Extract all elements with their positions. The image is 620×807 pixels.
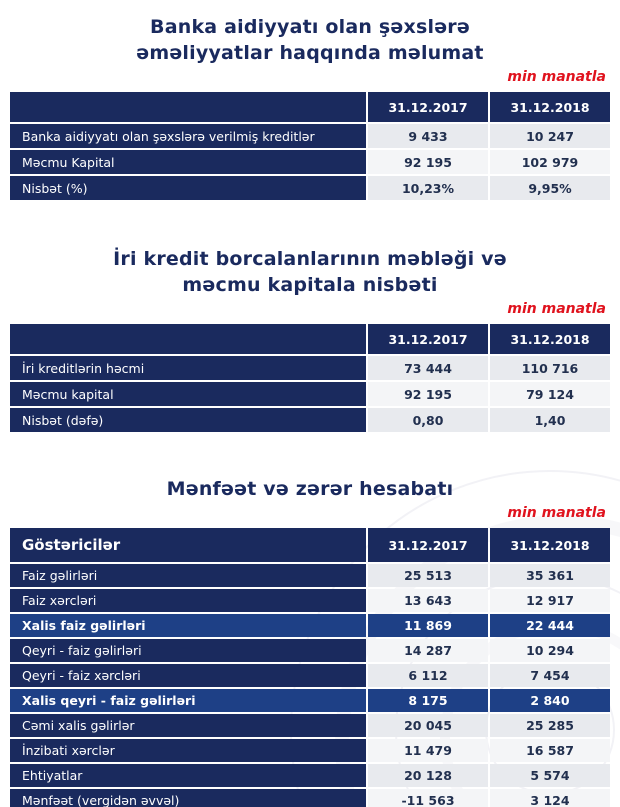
section-profit-loss [0,476,620,807]
table-header-row [10,92,610,122]
row-label: Məcmu kapital [10,382,366,406]
table-row [10,714,610,737]
value-2017: 73 444 [368,356,488,380]
row-label: Banka aidiyyatı olan şəxslərə verilmiş kreditlər [10,124,366,148]
table-row [10,124,610,148]
value-2017: 20 045 [368,714,488,737]
row-label: Mənfəət (vergidən əvvəl) [10,789,366,807]
table-row [10,176,610,200]
column-header-2018: 31.12.2018 [490,324,610,354]
column-header-2017: 31.12.2017 [368,528,488,562]
value-2018: 25 285 [490,714,610,737]
value-2018: 7 454 [490,664,610,687]
header-empty-cell [10,324,366,354]
column-header-2018: 31.12.2018 [490,92,610,122]
value-2017: 14 287 [368,639,488,662]
row-label: Nisbət (%) [10,176,366,200]
value-2017: 9 433 [368,124,488,148]
section-large-credits [0,246,620,434]
unit-label: min manatla [507,69,606,85]
value-2018: 1,40 [490,408,610,432]
row-label: Qeyri - faiz xərcləri [10,664,366,687]
value-2017: 8 175 [368,689,488,712]
value-2017: 13 643 [368,589,488,612]
table-header-row [10,528,610,562]
value-2018: 102 979 [490,150,610,174]
value-2018: 110 716 [490,356,610,380]
value-2018: 3 124 [490,789,610,807]
column-header-2017: 31.12.2017 [368,324,488,354]
value-2017: -11 563 [368,789,488,807]
value-2018: 10 247 [490,124,610,148]
value-2017: 92 195 [368,150,488,174]
value-2018: 2 840 [490,689,610,712]
table-header-row [10,324,610,354]
value-2018: 22 444 [490,614,610,637]
column-header-2018: 31.12.2018 [490,528,610,562]
row-label: Xalis qeyri - faiz gəlirləri [10,689,366,712]
value-2018: 9,95% [490,176,610,200]
unit-label: min manatla [507,301,606,317]
indicators-header: Göstəricilər [10,528,366,562]
value-2017: 20 128 [368,764,488,787]
section-title: Banka aidiyyatı olan şəxslərə əməliyyatlar haqqında məlumat [136,16,484,64]
row-label: İri kreditlərin həcmi [10,356,366,380]
table-row [10,408,610,432]
row-label: Məcmu Kapital [10,150,366,174]
table-row [10,564,610,587]
related-party-table [8,90,612,202]
table-row [10,739,610,762]
value-2018: 5 574 [490,764,610,787]
table-row-highlighted [10,689,610,712]
row-label: Cəmi xalis gəlirlər [10,714,366,737]
row-label: Faiz gəlirləri [10,564,366,587]
value-2017: 0,80 [368,408,488,432]
unit-label: min manatla [507,505,606,521]
header-empty-cell [10,92,366,122]
column-header-2017: 31.12.2017 [368,92,488,122]
table-row [10,356,610,380]
table-row [10,664,610,687]
value-2017: 25 513 [368,564,488,587]
value-2017: 11 479 [368,739,488,762]
value-2017: 6 112 [368,664,488,687]
table-row [10,639,610,662]
value-2018: 10 294 [490,639,610,662]
table-row [10,764,610,787]
value-2018: 35 361 [490,564,610,587]
value-2018: 79 124 [490,382,610,406]
value-2018: 16 587 [490,739,610,762]
section-title: İri kredit borcalanlarının məbləği və məcmu kapitala nisbəti [113,248,507,296]
value-2017: 10,23% [368,176,488,200]
table-row-highlighted [10,614,610,637]
value-2017: 92 195 [368,382,488,406]
section-title: Mənfəət və zərər hesabatı [166,478,454,500]
value-2018: 12 917 [490,589,610,612]
table-row [10,382,610,406]
row-label: Nisbət (dəfə) [10,408,366,432]
row-label: Xalis faiz gəlirləri [10,614,366,637]
row-label: İnzibati xərclər [10,739,366,762]
profit-loss-table [8,526,612,807]
row-label: Faiz xərcləri [10,589,366,612]
table-row [10,789,610,807]
table-row [10,589,610,612]
table-row [10,150,610,174]
section-related-party [0,0,620,202]
row-label: Ehtiyatlar [10,764,366,787]
large-credit-table [8,322,612,434]
row-label: Qeyri - faiz gəlirləri [10,639,366,662]
value-2017: 11 869 [368,614,488,637]
